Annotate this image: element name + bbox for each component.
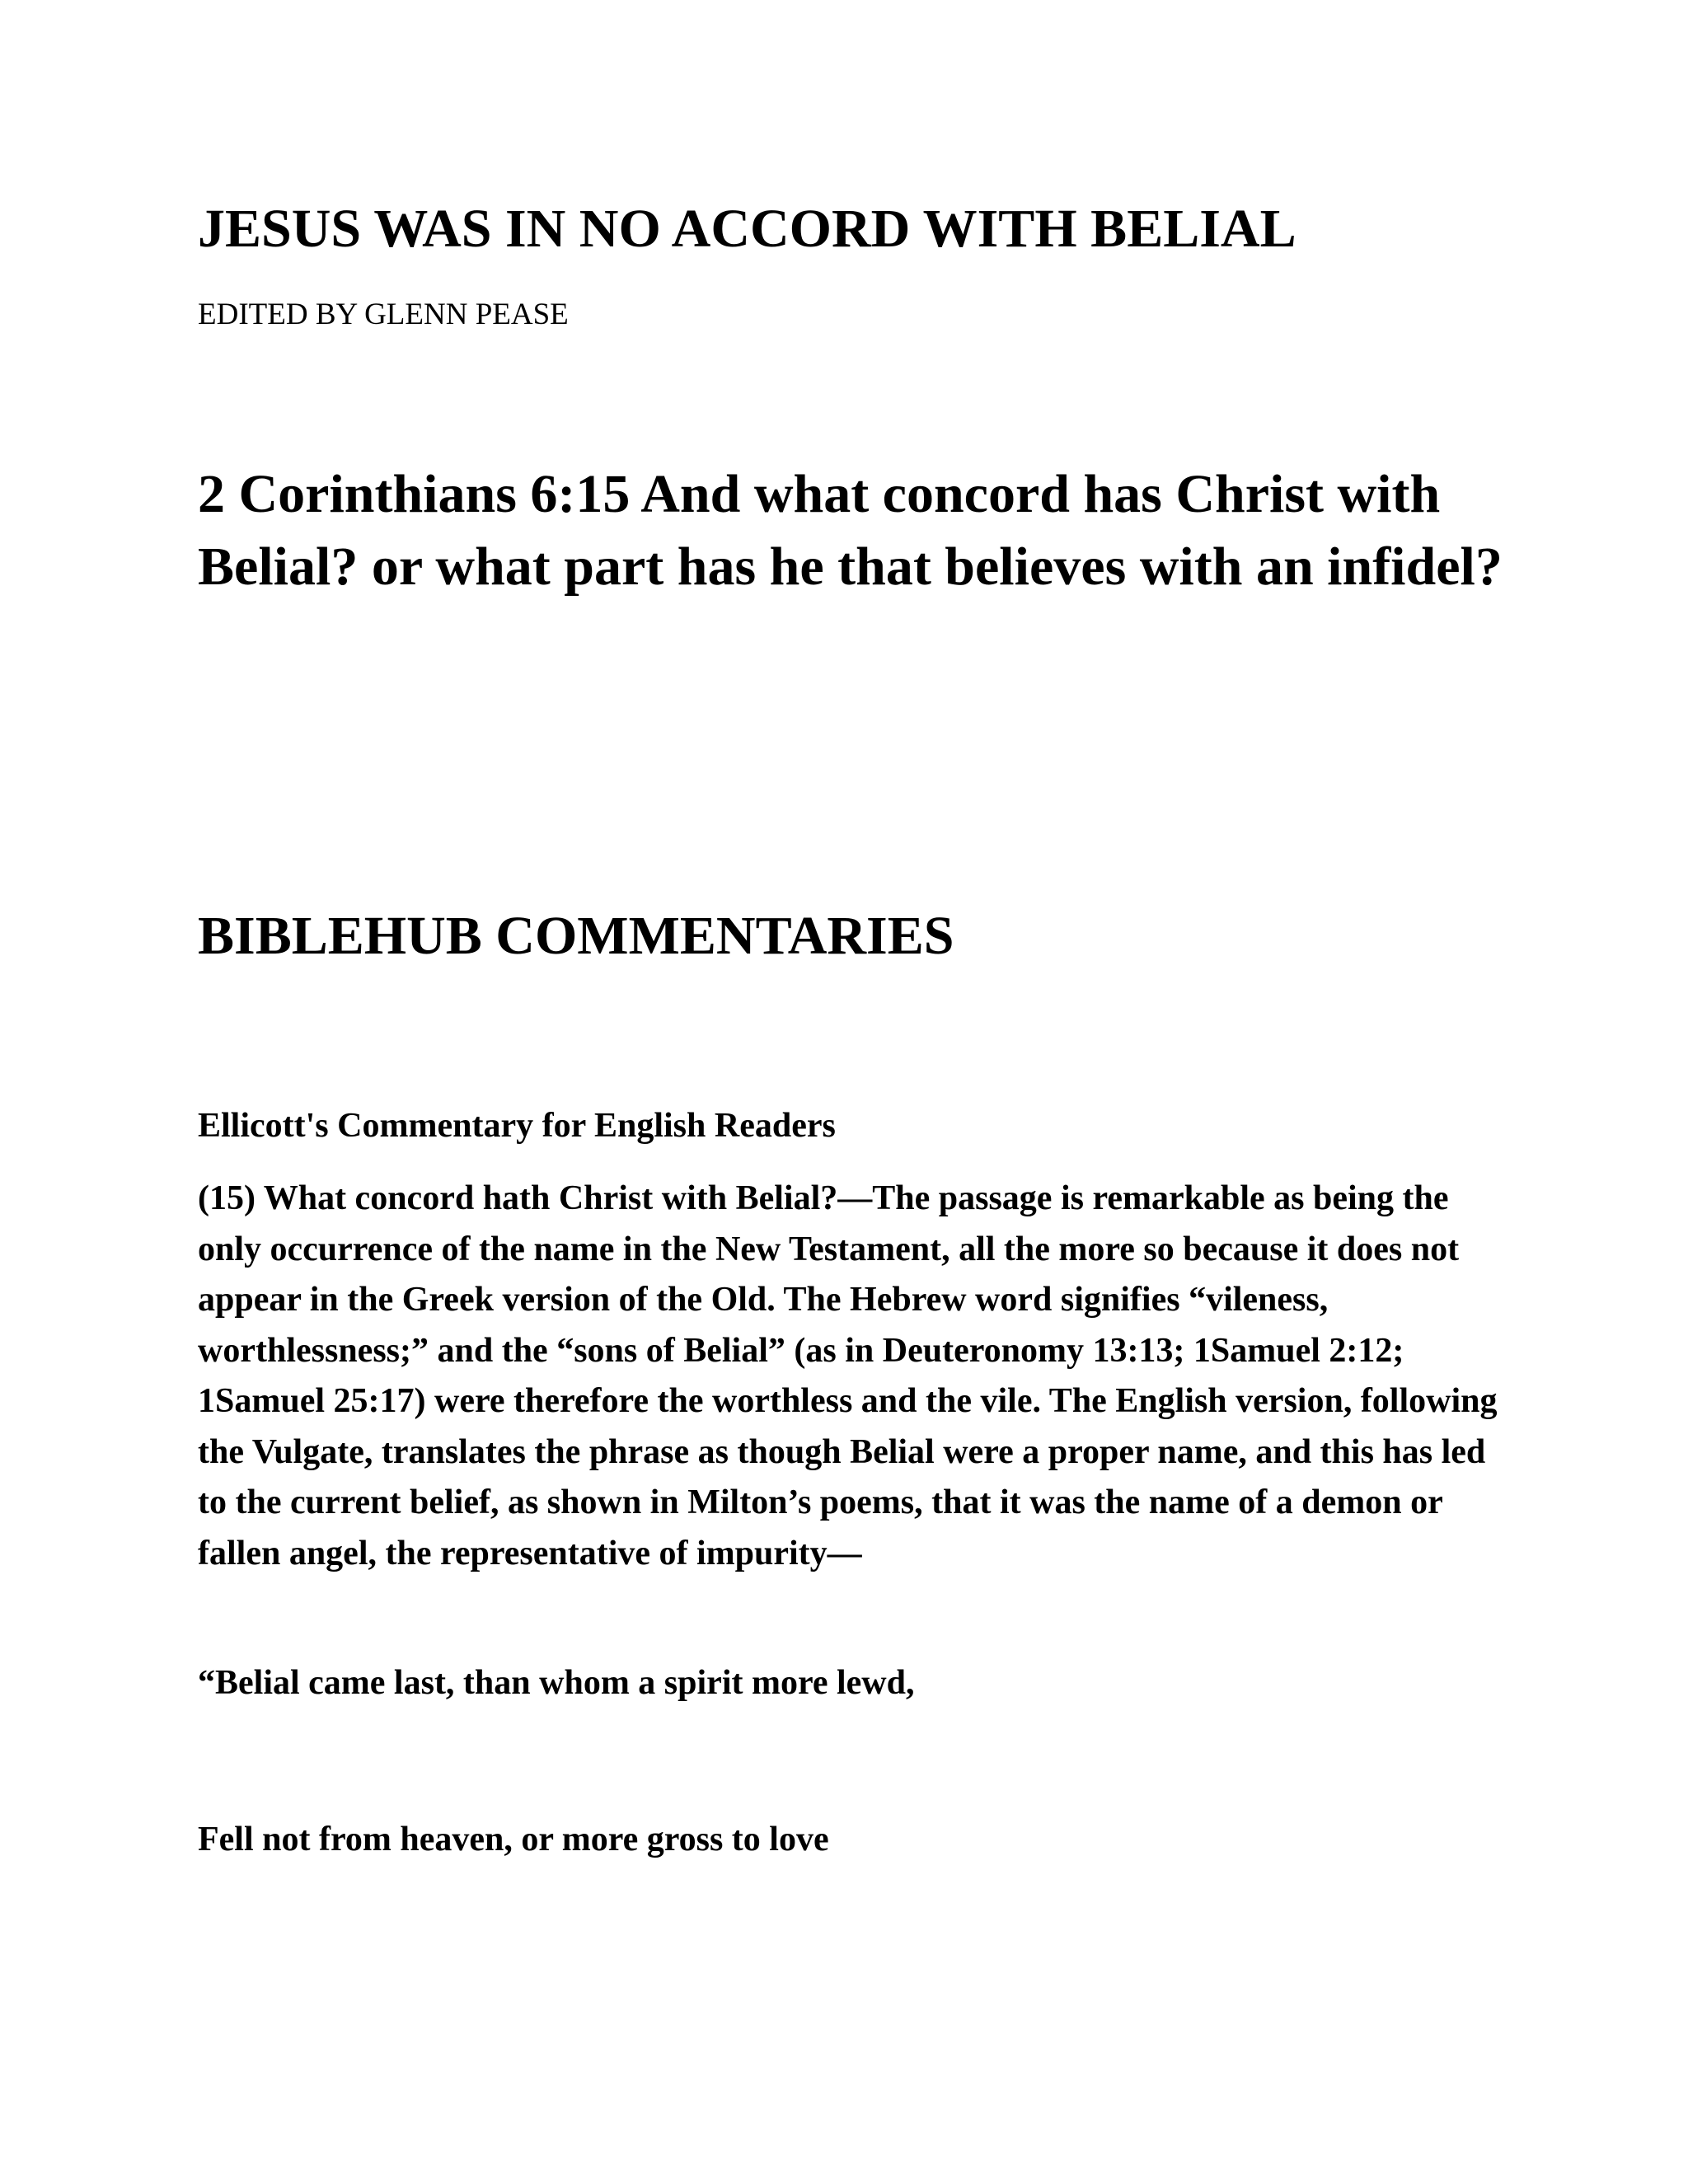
quote-line-second: Fell not from heaven, or more gross to love: [198, 1821, 829, 1858]
document-title: JESUS WAS IN NO ACCORD WITH BELIAL: [198, 199, 1296, 259]
section-heading: BIBLEHUB COMMENTARIES: [198, 906, 954, 966]
scripture-verse: 2 Corinthians 6:15 And what concord has Christ with Belial? or what part has he that believes with an infidel?: [198, 464, 1503, 597]
commentary-body-paragraph: (15) What concord hath Christ with Belial?—The passage is remarkable as being the only occurrence of the name in the New Testament, all the more so because it does not appear in the Greek version of the Old. The Hebrew word signifies “vileness, worthlessness;” and the “sons of Belial” (as in Deuteronomy 13:13; 1Samuel 2:12; 1Samuel 25:17) were therefore the worthless and the vile. The English version, following the Vulgate, translates the phrase as though Belial were a proper name, and this has led to the current belief, as shown in Milton’s poems, that it was the name of a demon or fallen angel, the representative of impurity—: [198, 1179, 1498, 1572]
quote-line-first: “Belial came last, than whom a spirit more lewd,: [198, 1664, 915, 1702]
commentary-source-title: Ellicott's Commentary for English Readers: [198, 1107, 836, 1145]
editor-credit: EDITED BY GLENN PEASE: [198, 298, 569, 331]
